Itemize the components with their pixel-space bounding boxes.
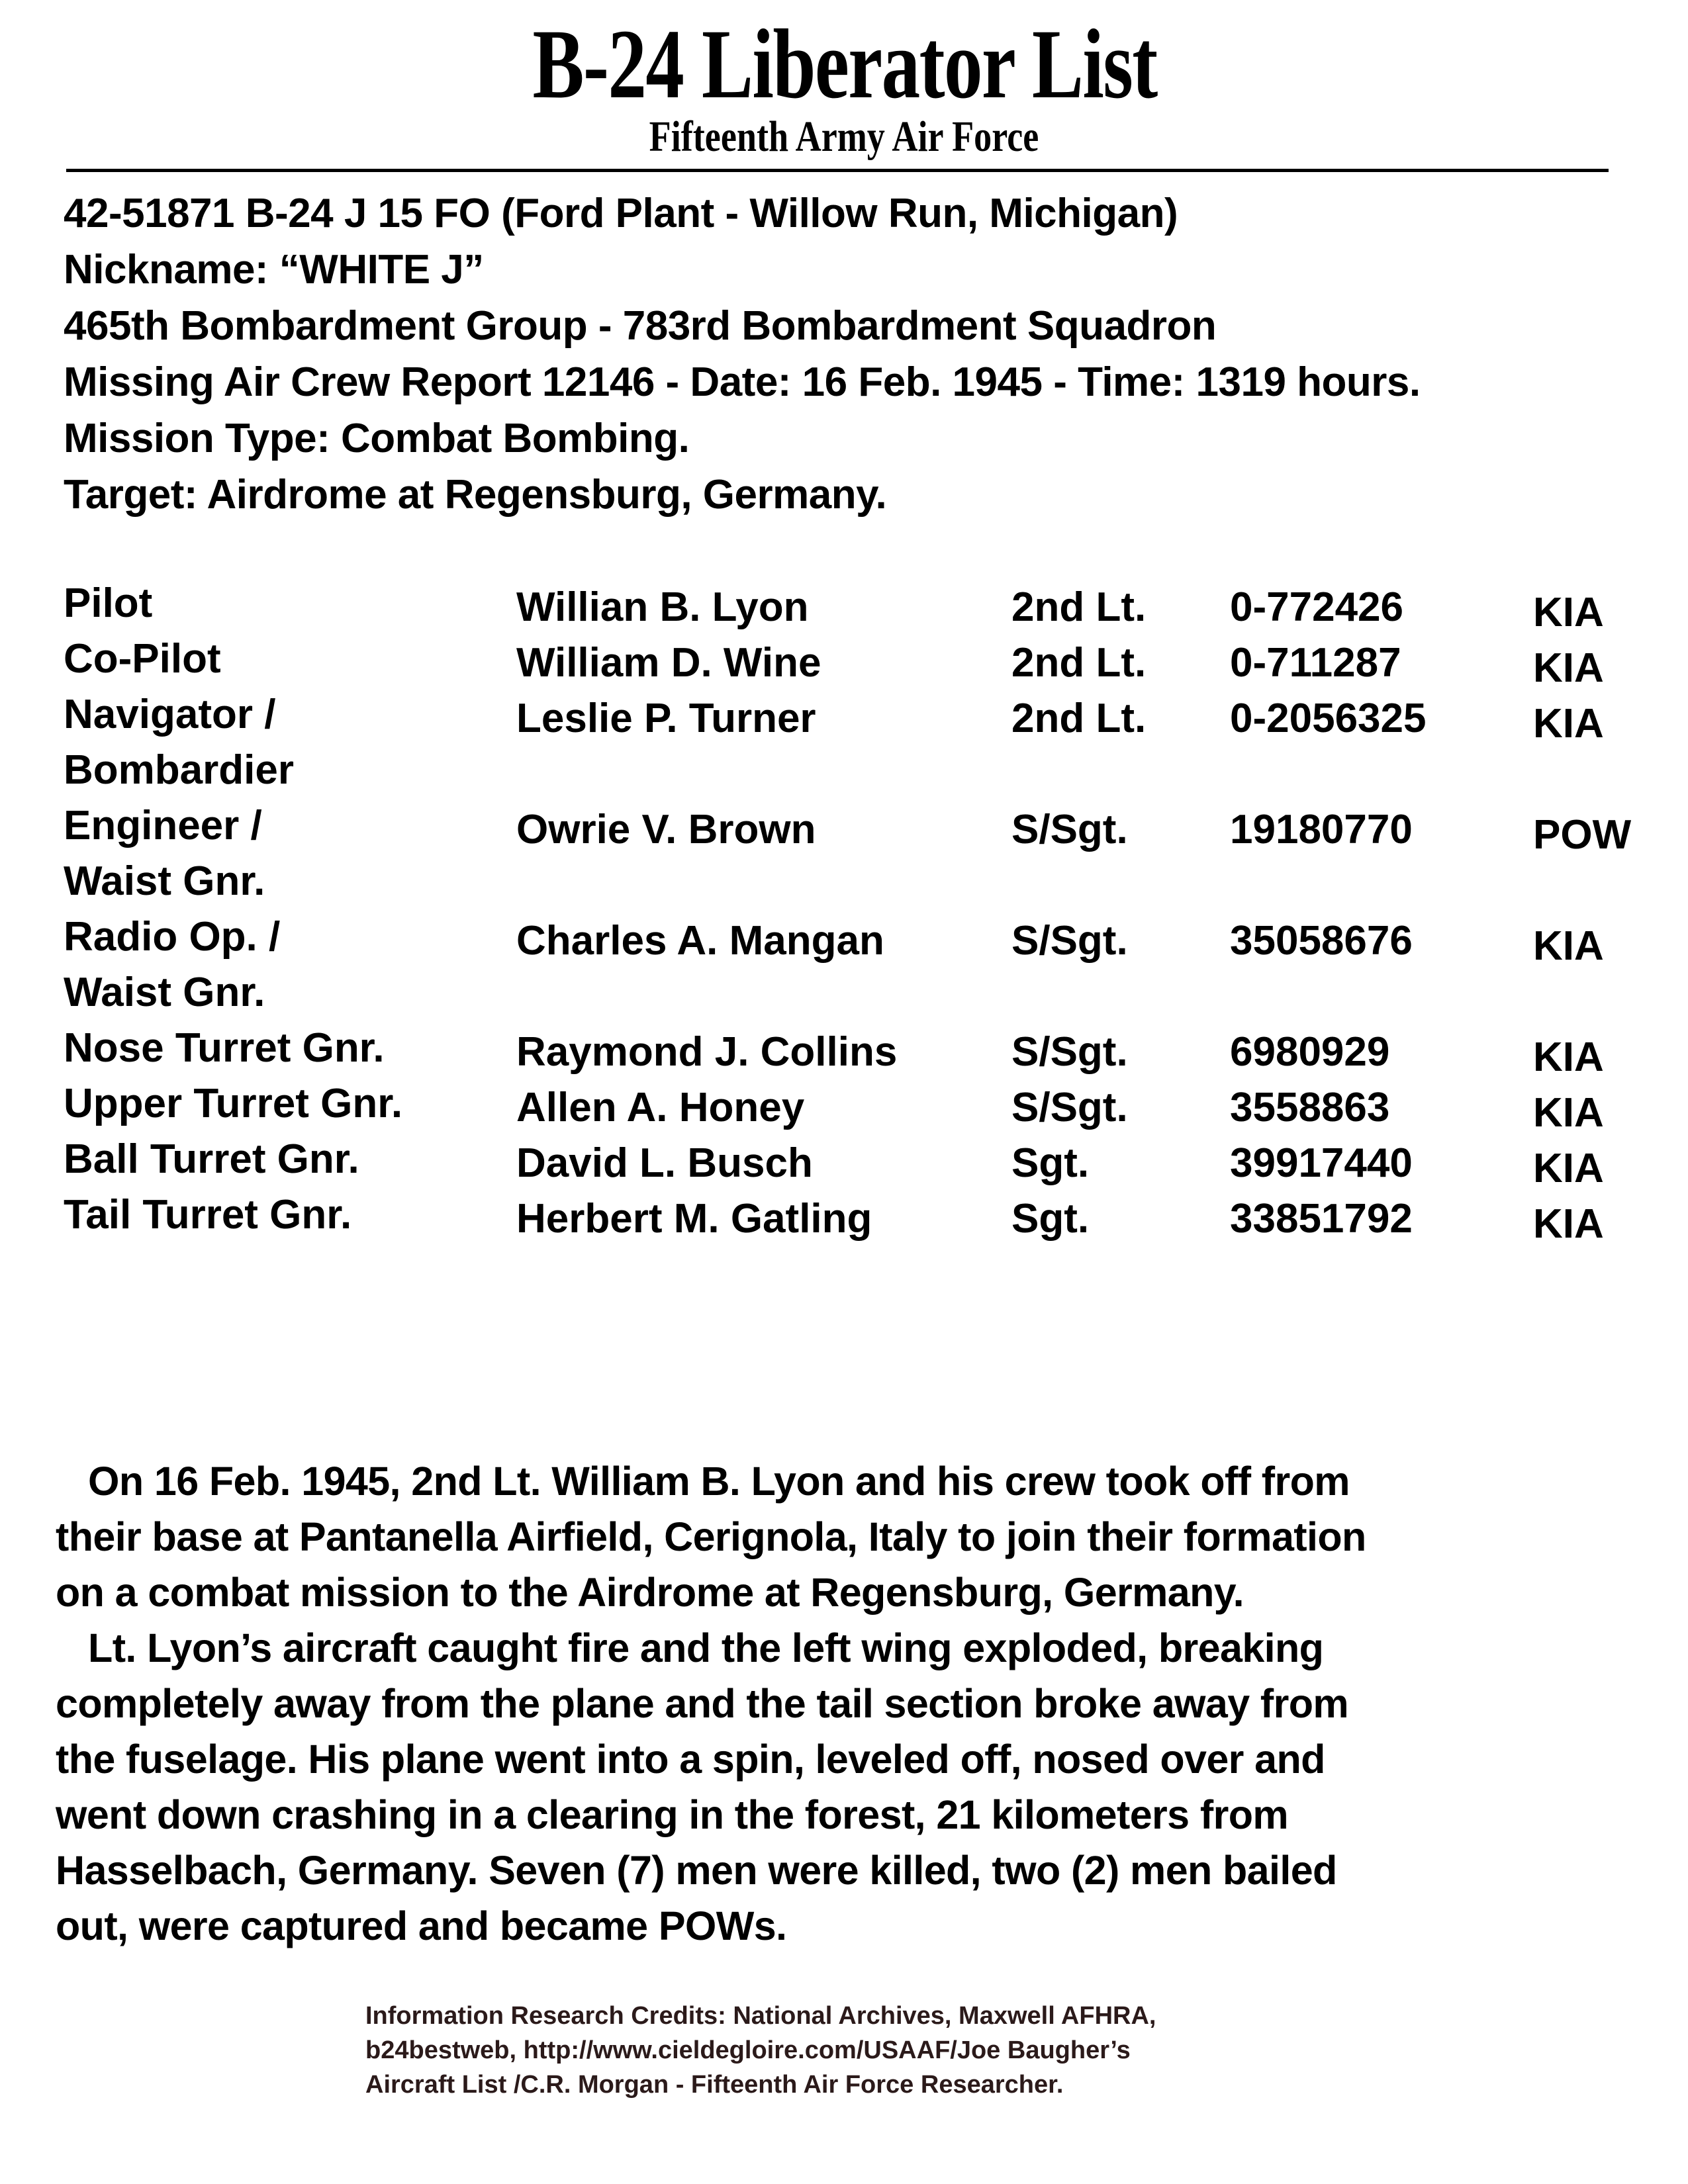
crew-position: Ball Turret Gnr. <box>64 1136 359 1182</box>
crew-rank: 2nd Lt. <box>1011 584 1147 630</box>
crew-name: Charles A. Mangan <box>516 918 884 964</box>
crew-status: KIA <box>1533 701 1604 747</box>
crew-position <box>64 909 280 1021</box>
crew-status: KIA <box>1533 645 1604 691</box>
narrative-line: Hasselbach, Germany. Seven (7) men were killed, two (2) men bailed <box>56 1848 1337 1893</box>
crew-status: KIA <box>1533 923 1604 969</box>
crew-serial: 35058676 <box>1230 918 1413 964</box>
crew-name: Herbert M. Gatling <box>516 1196 872 1242</box>
crew-row <box>64 631 1665 691</box>
aircraft-macr: Missing Air Crew Report 12146 - Date: 16 Feb. 1945 - Time: 1319 hours. <box>64 359 1421 405</box>
crew-name: William D. Wine <box>516 640 821 686</box>
crew-rank: 2nd Lt. <box>1011 640 1147 686</box>
aircraft-nickname: Nickname: “WHITE J” <box>64 247 484 293</box>
aircraft-info <box>64 185 1665 523</box>
crew-rank: S/Sgt. <box>1011 1029 1128 1075</box>
credits-line: Information Research Credits: National Archives, Maxwell AFHRA, <box>365 2002 1156 2030</box>
crew-rank: S/Sgt. <box>1011 1085 1128 1130</box>
crew-position-line: Radio Op. / <box>64 914 281 960</box>
crew-name: David L. Busch <box>516 1140 813 1186</box>
crew-row <box>64 1132 1665 1191</box>
crew-name: Leslie P. Turner <box>516 696 816 741</box>
narrative-line: their base at Pantanella Airfield, Cerignola, Italy to join their formation <box>56 1514 1366 1559</box>
crew-serial: 0-711287 <box>1230 640 1401 686</box>
crew-position: Upper Turret Gnr. <box>64 1081 403 1126</box>
crew-row <box>64 1187 1665 1247</box>
title-divider <box>66 169 1609 172</box>
crew-position-line: Engineer / <box>64 803 262 848</box>
crew-rank: Sgt. <box>1011 1140 1090 1186</box>
crew-rank: Sgt. <box>1011 1196 1090 1242</box>
crew-status: POW <box>1533 812 1632 858</box>
research-credits <box>365 1999 1358 2102</box>
crew-name: Raymond J. Collins <box>516 1029 898 1075</box>
crew-status: KIA <box>1533 1090 1604 1136</box>
crew-position-line: Bombardier <box>64 747 294 793</box>
crew-position-line: Navigator / <box>64 692 276 737</box>
narrative-line: on a combat mission to the Airdrome at Regensburg, Germany. <box>56 1570 1244 1615</box>
crew-position: Pilot <box>64 580 153 626</box>
crew-serial: 3558863 <box>1230 1085 1390 1130</box>
page-subtitle: Fifteenth Army Air Force <box>649 113 1039 161</box>
crew-serial: 0-772426 <box>1230 584 1404 630</box>
crew-position <box>64 687 294 798</box>
crew-rank: 2nd Lt. <box>1011 696 1147 741</box>
crew-status: KIA <box>1533 1201 1604 1247</box>
narrative-line: the fuselage. His plane went into a spin, leveled off, nosed over and <box>56 1737 1325 1782</box>
crew-name: Allen A. Honey <box>516 1085 805 1130</box>
crew-position: Nose Turret Gnr. <box>64 1025 385 1071</box>
credits-line: b24bestweb, http://www.cieldegloire.com/USAAF/Joe Baugher’s <box>365 2036 1131 2064</box>
crew-row <box>64 798 1665 909</box>
aircraft-mission-type: Mission Type: Combat Bombing. <box>64 416 690 461</box>
aircraft-target: Target: Airdrome at Regensburg, Germany. <box>64 472 887 518</box>
crew-row <box>64 576 1665 635</box>
page-title: B-24 Liberator List <box>532 9 1157 119</box>
crew-position-line: Waist Gnr. <box>64 858 265 904</box>
crew-table <box>64 576 1665 1247</box>
crew-row <box>64 687 1665 798</box>
crew-position <box>64 798 265 909</box>
narrative-line: out, were captured and became POWs. <box>56 1903 787 1948</box>
crew-serial: 19180770 <box>1230 807 1413 852</box>
crew-row <box>64 1076 1665 1136</box>
crew-rank: S/Sgt. <box>1011 807 1128 852</box>
crew-status: KIA <box>1533 1034 1604 1080</box>
crew-serial: 39917440 <box>1230 1140 1413 1186</box>
crew-serial: 33851792 <box>1230 1196 1413 1242</box>
crew-position: Co-Pilot <box>64 636 221 682</box>
crew-status: KIA <box>1533 1146 1604 1191</box>
crew-rank: S/Sgt. <box>1011 918 1128 964</box>
narrative-line: Lt. Lyon’s aircraft caught fire and the left wing exploded, breaking <box>56 1625 1324 1670</box>
crew-row <box>64 1021 1665 1080</box>
crew-name: Owrie V. Brown <box>516 807 816 852</box>
narrative-line: went down crashing in a clearing in the forest, 21 kilometers from <box>56 1792 1289 1837</box>
narrative-line: On 16 Feb. 1945, 2nd Lt. William B. Lyon and his crew took off from <box>56 1459 1350 1504</box>
aircraft-unit: 465th Bombardment Group - 783rd Bombardment Squadron <box>64 303 1217 349</box>
crew-name: Willian B. Lyon <box>516 584 809 630</box>
crew-position: Tail Turret Gnr. <box>64 1192 352 1238</box>
crew-serial: 6980929 <box>1230 1029 1390 1075</box>
crew-status: KIA <box>1533 590 1604 635</box>
narrative <box>56 1453 1664 1954</box>
crew-row <box>64 909 1665 1021</box>
crew-position-line: Waist Gnr. <box>64 970 265 1015</box>
aircraft-serial-line: 42-51871 B-24 J 15 FO (Ford Plant - Willow Run, Michigan) <box>64 191 1178 236</box>
narrative-line: completely away from the plane and the tail section broke away from <box>56 1681 1349 1726</box>
crew-serial: 0-2056325 <box>1230 696 1427 741</box>
credits-line: Aircraft List /C.R. Morgan - Fifteenth Air Force Researcher. <box>365 2071 1064 2099</box>
